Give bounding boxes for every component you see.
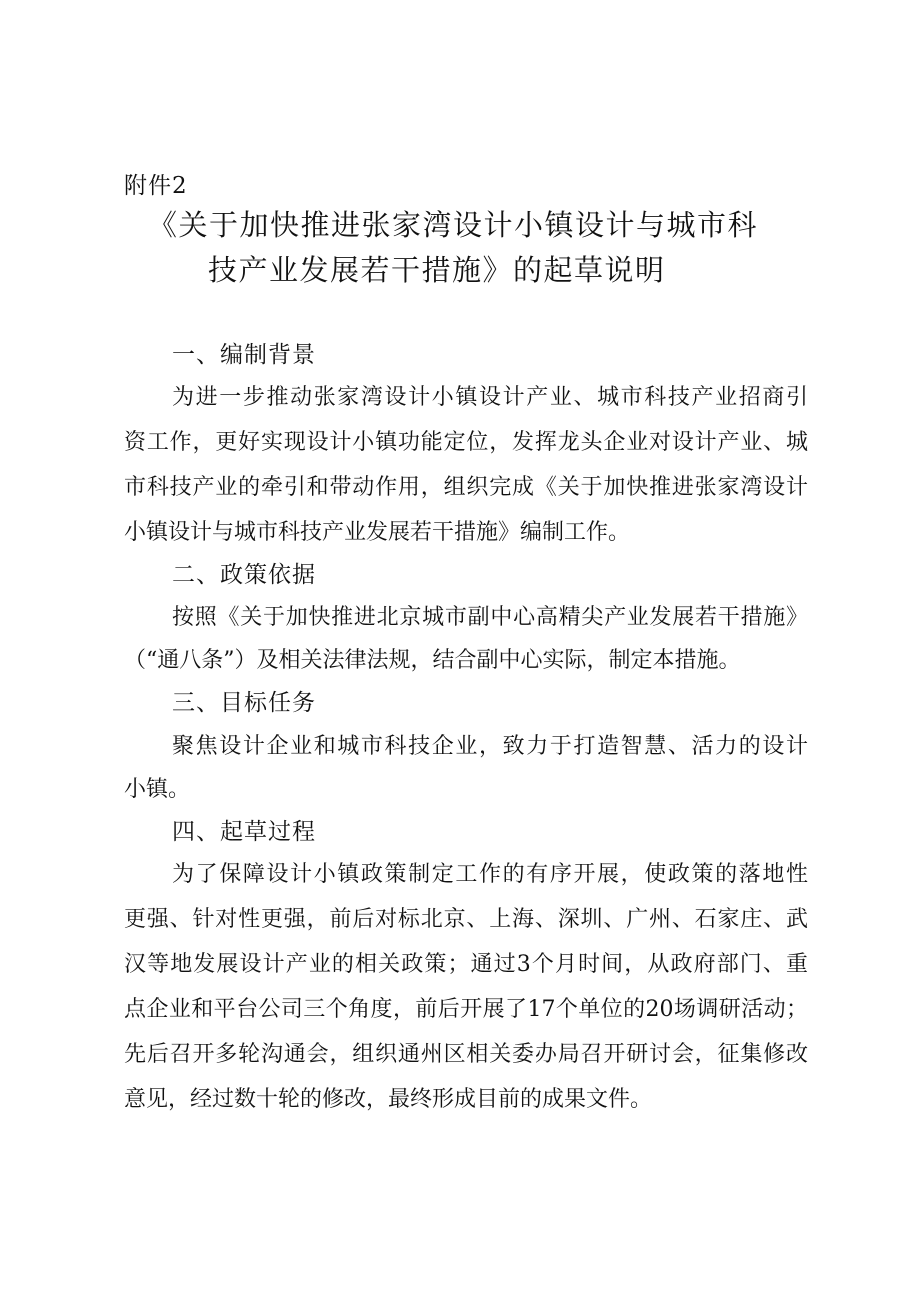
paragraph-line: 资工作，更好实现设计小镇功能定位，发挥龙头企业对设计产业、城 [124,430,808,455]
paragraph-line: 先后召开多轮沟通会，组织通州区相关委办局召开研讨会，征集修改 [124,1042,808,1067]
section-heading-drafting-process: 四、起草过程 [172,819,316,845]
paragraph-line: 点企业和平台公司三个角度，前后开展了17个单位的20场调研活动； [124,997,808,1022]
paragraph-line: 为了保障设计小镇政策制定工作的有序开展，使政策的落地性 [172,862,808,887]
paragraph-line: 汉等地发展设计产业的相关政策；通过3个月时间，从政府部门、重 [124,952,808,977]
section-heading-policy-basis: 二、政策依据 [172,562,316,588]
section-heading-goals: 三、目标任务 [172,690,316,716]
section-heading-background: 一、编制背景 [172,342,316,368]
paragraph-line: 市科技产业的牵引和带动作用，组织完成《关于加快推进张家湾设计 [124,475,808,500]
paragraph-line: 聚焦设计企业和城市科技企业，致力于打造智慧、活力的设计 [172,734,808,759]
paragraph-line: 为进一步推动张家湾设计小镇设计产业、城市科技产业招商引 [172,385,808,410]
paragraph-line: 意见，经过数十轮的修改，最终形成目前的成果文件。 [124,1087,653,1112]
paragraph-line: 小镇。 [124,777,191,802]
paragraph-line: （“通八条”）及相关法律法规，结合副中心实际，制定本措施。 [124,648,741,673]
document-title-line-1: 《关于加快推进张家湾设计小镇设计与城市科 [148,208,759,242]
paragraph-line: 按照《关于加快推进北京城市副中心高精尖产业发展若干措施》 [172,605,808,630]
attachment-label: 附件2 [124,173,188,199]
paragraph-line: 小镇设计与城市科技产业发展若干措施》编制工作。 [124,520,631,545]
document-title-line-2: 技产业发展若干措施》的起草说明 [208,253,666,287]
paragraph-line: 更强、针对性更强，前后对标北京、上海、深圳、广州、石家庄、武 [124,907,808,932]
